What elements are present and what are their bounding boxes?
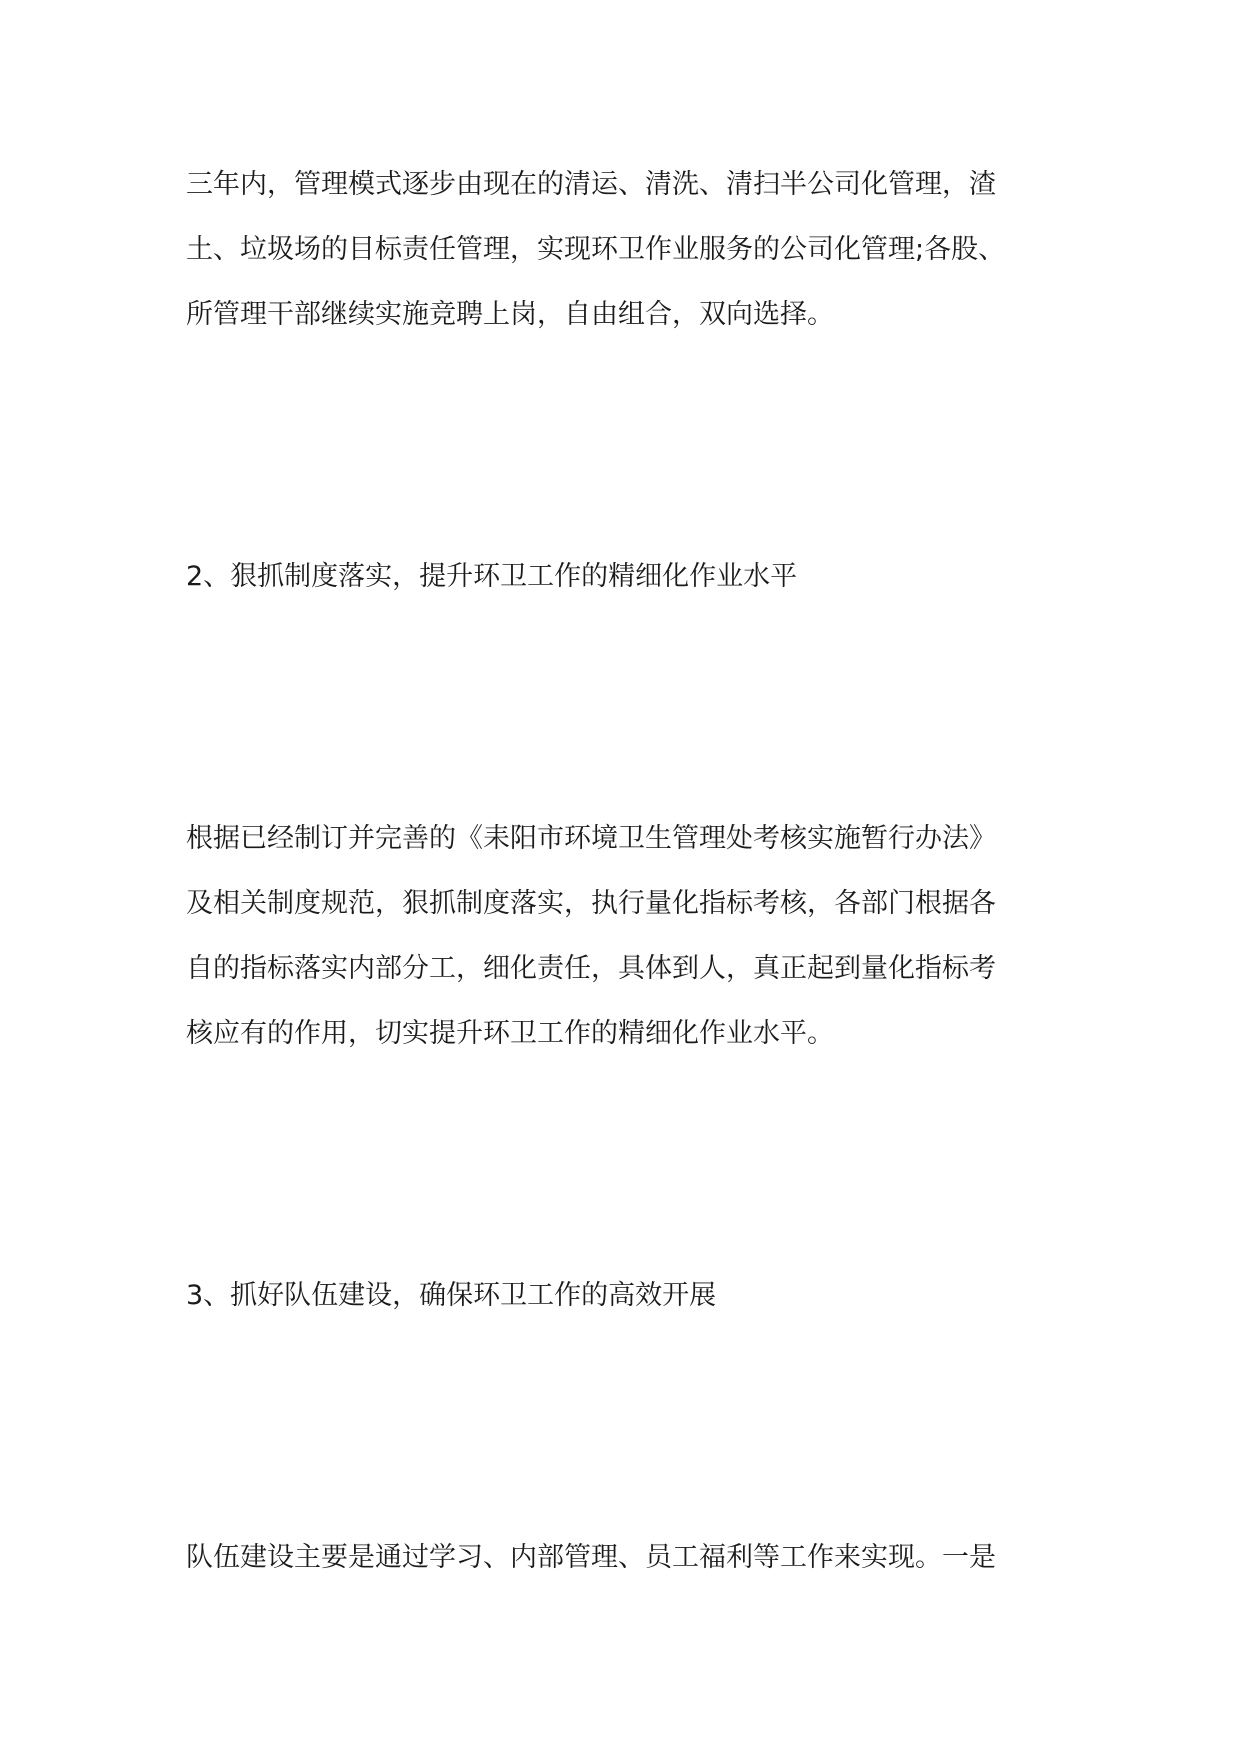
heading-text: 2、狠抓制度落实，提升环卫工作的精细化作业水平 [186,561,798,592]
text-line: 三年内，管理模式逐步由现在的清运、清洗、清扫半公司化管理，渣 [186,169,996,200]
body-paragraph [186,1525,1086,1590]
text-line: 根据已经制订并完善的《耒阳市环境卫生管理处考核实施暂行办法》 [186,823,996,854]
section-heading [186,544,1086,609]
text-line: 核应有的作用，切实提升环卫工作的精细化作业水平。 [186,1018,834,1049]
body-paragraph [186,152,1086,347]
heading-text: 3、抓好队伍建设，确保环卫工作的高效开展 [186,1280,717,1311]
body-paragraph [186,806,1086,1066]
section-heading [186,1263,1086,1328]
text-line: 自的指标落实内部分工，细化责任，具体到人，真正起到量化指标考 [186,953,996,984]
text-line: 队伍建设主要是通过学习、内部管理、员工福利等工作来实现。一是 [186,1542,996,1573]
text-line: 所管理干部继续实施竞聘上岗，自由组合，双向选择。 [186,299,834,330]
text-line: 土、垃圾场的目标责任管理，实现环卫作业服务的公司化管理;各股、 [186,234,1006,265]
text-line: 及相关制度规范，狠抓制度落实，执行量化指标考核，各部门根据各 [186,888,996,919]
